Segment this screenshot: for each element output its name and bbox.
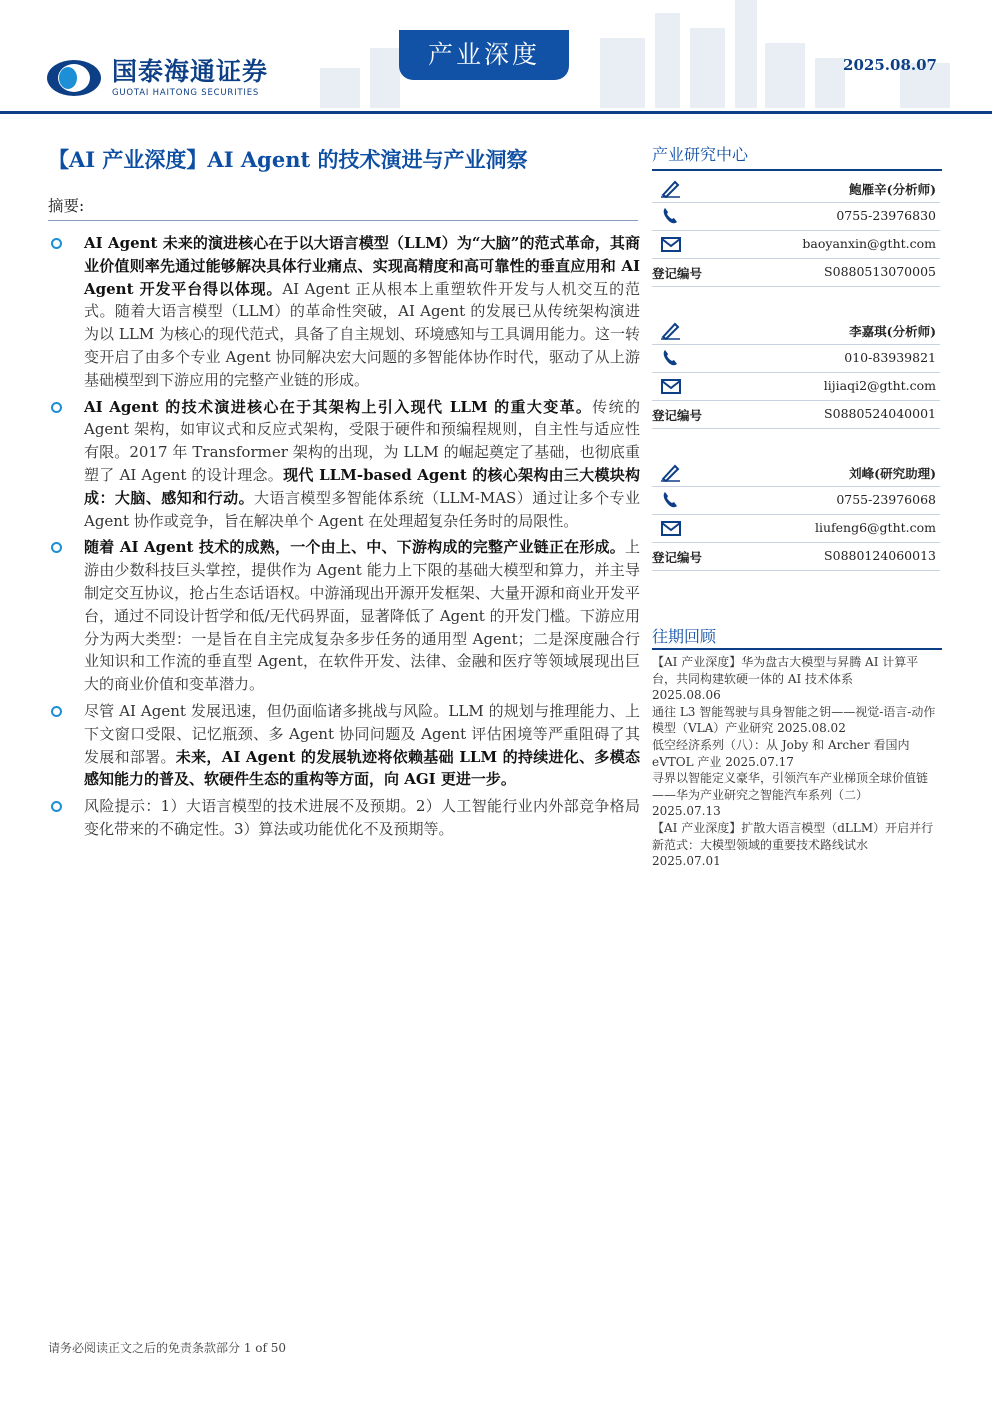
logo-english-name: GUOTAI HAITONG SECURITIES: [112, 88, 260, 98]
analyst-email-row: [652, 514, 940, 543]
analyst-name: 刘峰(研究助理): [849, 466, 936, 481]
pen-icon: [660, 462, 682, 482]
past-report-link[interactable]: 【AI 产业深度】华为盘古大模型与昇腾 AI 计算平台，共同构建软硬一体的 AI 技术体系: [652, 655, 919, 686]
analyst-phone: 0755-23976068: [836, 492, 936, 507]
summary-bullet-risk: [48, 795, 640, 841]
past-reviews-title: 往期回顾: [652, 627, 717, 646]
summary-bullet: [48, 700, 640, 791]
past-report-link[interactable]: 【AI 产业深度】扩散大语言模型（dLLM）开启并行新范式：大模型领域的重要技术路线试水: [652, 820, 934, 852]
summary-bullet-list: [48, 232, 640, 845]
sidebar-divider: [652, 169, 942, 171]
phone-icon: [660, 348, 682, 368]
bullet-circle-icon: [51, 238, 62, 249]
analyst-name: 鲍雁辛(分析师): [849, 182, 936, 197]
research-center-title: 产业研究中心: [652, 145, 749, 164]
analyst-name-row: [652, 174, 940, 203]
analyst-reg-number: S0880124060013: [824, 548, 936, 563]
reg-label: 登记编号: [652, 408, 703, 423]
phone-icon: [660, 490, 682, 510]
summary-divider: [48, 220, 638, 221]
bullet-text: AI Agent 正从根本上重塑软件开发与人机交互的范式。随着大语言模型（LLM）的革命性突破，AI Agent 的发展已从传统架构演进为以 LLM 为核心的现代范式，具备了自主规划、环境感知与工具调用能力。这一转变开启了由多个专业 Agent 协同解决宏大问题的多智能体协作时代，驱动了从上游基础模型到下游应用的完整产业链的形成。: [84, 279, 640, 389]
past-report-link[interactable]: 通往 L3 智能驾驶与具身智能之钥——视觉-语言-动作模型（VLA）产业研究 2025.08.02: [652, 704, 936, 736]
mail-icon: [660, 234, 682, 254]
pen-icon: [660, 320, 682, 340]
bullet-circle-icon: [51, 542, 62, 553]
bullet-text: 风险提示：1）大语言模型的技术进展不及预期。2）人工智能行业内外部竞争格局变化带来的不确定性。3）算法或功能优化不及预期等。: [84, 797, 640, 838]
analyst-email-row: [652, 230, 940, 259]
mail-icon: [660, 518, 682, 538]
analyst-phone-row: [652, 486, 940, 515]
past-report-date: 2025.08.06: [652, 688, 721, 703]
summary-label: 摘要:: [48, 197, 85, 215]
page-footer: 请务必阅读正文之后的免责条款部分 1 of 50: [48, 1341, 287, 1355]
bullet-circle-icon: [51, 801, 62, 812]
pen-icon: [660, 178, 682, 198]
analyst-phone-row: [652, 202, 940, 231]
report-title: 【AI 产业深度】AI Agent 的技术演进与产业洞察: [48, 147, 528, 172]
analyst-reg-row: [652, 542, 940, 571]
analyst-name-row: [652, 458, 940, 487]
summary-bullet: [48, 536, 640, 696]
reg-label: 登记编号: [652, 266, 703, 281]
analyst-email[interactable]: lijiaqi2@gtht.com: [823, 378, 936, 393]
company-logo: [46, 58, 268, 98]
past-report-link[interactable]: 低空经济系列（八）：从 Joby 和 Archer 看国内 eVTOL 产业 2025.07.17: [652, 737, 910, 769]
analyst-reg-number: S0880524040001: [824, 406, 936, 421]
report-type-badge: 产业深度: [399, 30, 569, 80]
reg-label: 登记编号: [652, 550, 703, 565]
bullet-text: 上游由少数科技巨头掌控，提供作为 Agent 能力上下限的基础大模型和算力，并主导制定交互协议，抢占生态话语权。中游涌现出开源开发框架、大量开源和商业开发平台，通过不同设计哲学和低/无代码界面，显著降低了 Agent 的开发门槛。下游应用分为两大类型：一是旨在自主完成复杂多步任务的通用型 Agent；二是深度融合行业知识和工作流的垂直型 Agent，在软件开发、法律、金融和医疗等领域展现出巨大的商业价值和变革潜力。: [84, 538, 640, 694]
analyst-reg-row: [652, 258, 940, 287]
analyst-phone: 0755-23976830: [836, 208, 936, 223]
bullet-circle-icon: [51, 706, 62, 717]
analyst-phone-row: [652, 344, 940, 373]
bullet-circle-icon: [51, 402, 62, 413]
logo-mark-icon: [46, 58, 102, 98]
analyst-reg-row: [652, 400, 940, 429]
bullet-text: 尽管 AI Agent 发展迅速，但仍面临诸多挑战与风险。LLM 的规划与推理能力、上下文窗口受限、记忆瓶颈、多 Agent 协同问题及 Agent 评估困境等严重阻碍了其发展和部署。: [84, 701, 640, 766]
analyst-name: 李嘉琪(分析师): [849, 324, 936, 339]
analyst-email[interactable]: liufeng6@gtht.com: [814, 520, 936, 535]
analyst-email[interactable]: baoyanxin@gtht.com: [802, 236, 936, 251]
bullet-bold-lead: AI Agent 的技术演进核心在于其架构上引入现代 LLM 的重大变革。: [84, 397, 593, 416]
past-report-date: 2025.07.01: [652, 854, 721, 869]
analyst-phone: 010-83939821: [844, 350, 936, 365]
bullet-bold-mid: 现代 LLM-based Agent 的核心架构由三大模块构成：大脑、感知和行动。: [84, 465, 640, 507]
analyst-name-row: [652, 316, 940, 345]
summary-bullet: [48, 396, 640, 533]
bullet-bold-lead: 随着 AI Agent 技术的成熟，一个由上、中、下游构成的完整产业链正在形成。: [84, 538, 625, 557]
page-header: [0, 0, 992, 114]
analyst-reg-number: S0880513070005: [824, 264, 936, 279]
past-report-link[interactable]: 寻界以智能定义豪华，引领汽车产业梯顶全球价值链——华为产业研究之智能汽车系列（二）: [652, 771, 929, 802]
bullet-bold-lead: AI Agent 未来的演进核心在于以大语言模型（LLM）为“大脑”的范式革命，其商业价值则率先通过能够解决具体行业痛点、实现高精度和高可靠性的垂直应用和 AI Agent 开发平台得以体现。: [84, 234, 640, 298]
mail-icon: [660, 376, 682, 396]
past-report-date: 2025.07.13: [652, 804, 721, 819]
report-date: 2025.08.07: [843, 56, 937, 74]
header-divider: [0, 111, 992, 114]
past-reports-list: [652, 654, 940, 870]
bullet-text: 传统的 Agent 架构，如审议式和反应式架构，受限于硬件和预编程规则，自主性与适应性有限。2017 年 Transformer 架构的出现，为 LLM 的崛起奠定了基础，也彻底重塑了 AI Agent 的设计理念。: [84, 397, 640, 484]
phone-icon: [660, 206, 682, 226]
analyst-email-row: [652, 372, 940, 401]
bullet-bold-mid: 未来，AI Agent 的发展轨迹将依赖基础 LLM 的持续进化、多模态感知能力的普及、软硬件生态的重构等方面，向 AGI 更进一步。: [84, 747, 640, 789]
sidebar-divider: [652, 648, 942, 650]
logo-chinese-name: 国泰海通证券: [112, 57, 269, 86]
bullet-text-tail: 大语言模型多智能体系统（LLM-MAS）通过让多个专业 Agent 协作或竞争，旨在解决单个 Agent 在处理超复杂任务时的局限性。: [84, 488, 640, 530]
summary-bullet: [48, 232, 640, 392]
